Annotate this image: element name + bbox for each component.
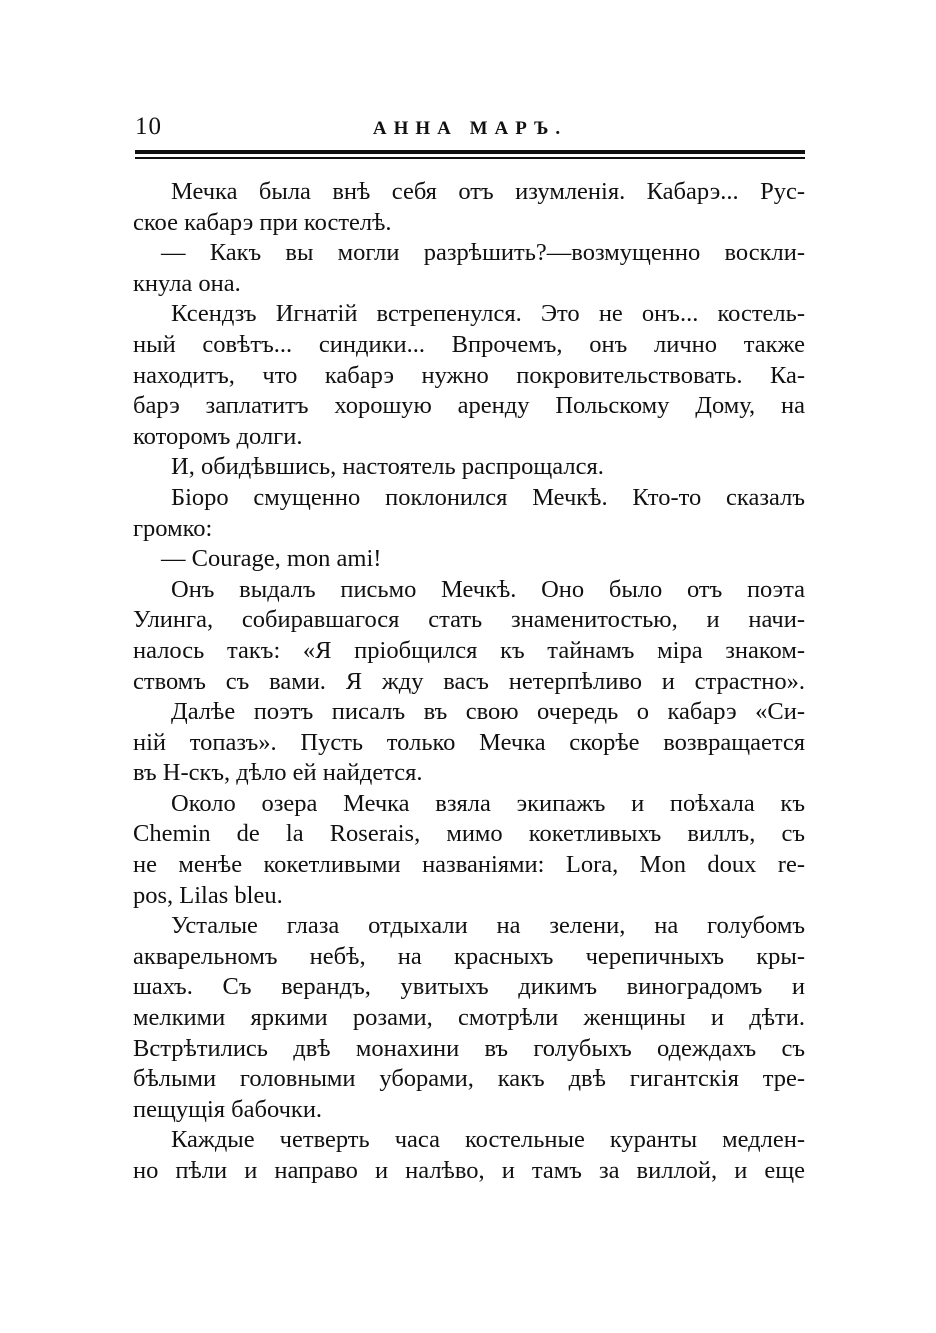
running-title: АННА МАРЪ. (372, 118, 568, 139)
text-line: ный совѣтъ... синдики... Впрочемъ, онъ лично также (133, 330, 805, 358)
text-line: Далѣе поэтъ писалъ въ свою очередь о кабарэ «Си- (171, 698, 805, 726)
text-line: Около озера Мечка взяла экипажъ и поѣхала къ (171, 789, 805, 817)
text-line: громко: (133, 514, 213, 542)
text-line: Біоро смущенно поклонился Мечкѣ. Кто-то сказалъ (171, 483, 805, 511)
text-line: ское кабарэ при костелѣ. (133, 208, 392, 236)
text-line: Мечка была внѣ себя отъ изумленія. Кабарэ... Рус- (171, 178, 805, 205)
text-line: пещущія бабочки. (133, 1095, 323, 1123)
text-line: Онъ выдалъ письмо Мечкѣ. Оно было отъ поэта (171, 575, 805, 603)
page-header (135, 113, 805, 145)
text-line: которомъ долги. (133, 422, 303, 450)
text-line: И, обидѣвшись, настоятель распрощался. (171, 453, 604, 481)
text-line: — Courage, mon ami! (161, 545, 382, 573)
text-line: Chemin de la Roserais, мимо кокетливыхъ виллъ, съ (133, 820, 805, 848)
text-line: pos, Lilas bleu. (133, 881, 283, 909)
text-line: мелкими яркими розами, смотрѣли женщины и дѣти. (133, 1004, 805, 1032)
text-line: Каждые четверть часа костельные куранты медлен- (171, 1126, 805, 1154)
text-line: акварельномъ небѣ, на красныхъ черепичныхъ кры- (133, 942, 805, 970)
text-line: находитъ, что кабарэ нужно покровительствовать. Ка- (133, 361, 805, 389)
text-line: бѣлыми головными уборами, какъ двѣ гигантскія тре- (133, 1065, 805, 1093)
body-text (133, 177, 805, 1187)
text-line: но пѣли и направо и налѣво, и тамъ за виллой, и еще (133, 1157, 805, 1184)
text-line: Ксендзъ Игнатій встрепенулся. Это не онъ... костель- (171, 300, 805, 328)
text-line: Улинга, собиравшагося стать знаменитостью, и начи- (133, 606, 805, 634)
text-line: Усталые глаза отдыхали на зелени, на голубомъ (171, 912, 805, 940)
header-rule-thin (135, 157, 805, 159)
text-line: — Какъ вы могли разрѣшить?—возмущенно воскли- (161, 239, 805, 267)
text-line: кнула она. (133, 269, 241, 297)
header-rule-thick (135, 150, 805, 154)
text-line: Встрѣтились двѣ монахини въ голубыхъ одеждахъ съ (133, 1034, 805, 1062)
text-line: налось такъ: «Я пріобщился къ тайнамъ міра знаком- (133, 636, 805, 664)
text-line: шахъ. Съ верандъ, увитыхъ дикимъ виноградомъ и (133, 973, 805, 1001)
text-line: въ Н-скъ, дѣло ей найдется. (133, 759, 423, 787)
text-line: барэ заплатитъ хорошую аренду Польскому Дому, на (133, 392, 805, 420)
text-line: не менѣе кокетливыми названіями: Lora, Mon doux re- (133, 851, 805, 879)
text-line: ній топазъ». Пусть только Мечка скорѣе возвращается (133, 728, 805, 756)
text-line: ствомъ съ вами. Я жду васъ нетерпѣливо и страстно». (133, 667, 805, 695)
page-number: 10 (135, 113, 162, 140)
